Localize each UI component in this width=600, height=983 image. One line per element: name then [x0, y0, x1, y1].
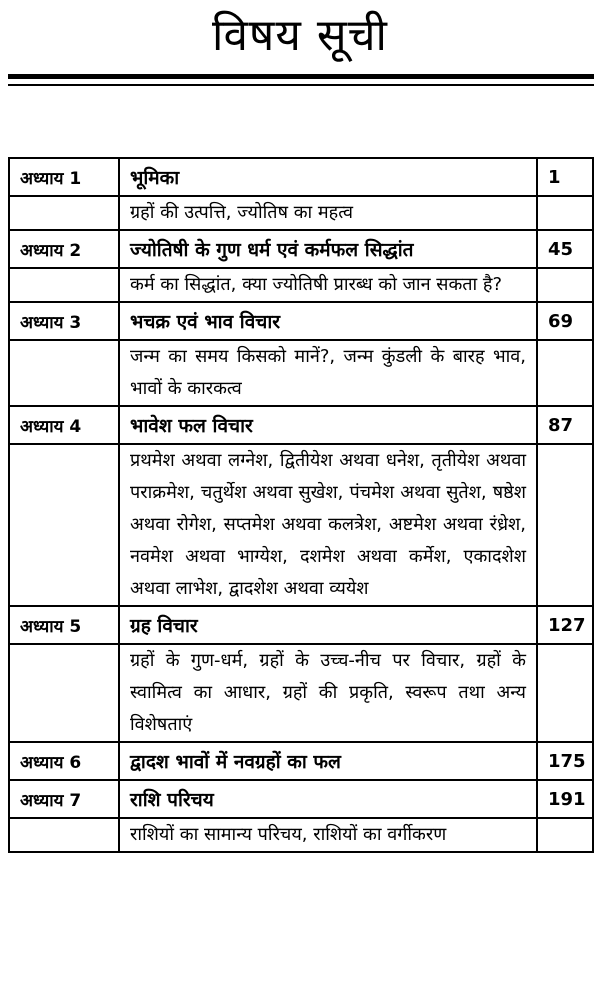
chapter-description: राशियों का सामान्य परिचय, राशियों का वर्गीकरण — [119, 818, 537, 852]
chapter-row — [9, 302, 593, 340]
chapter-title: द्वादश भावों में नवग्रहों का फल — [119, 742, 537, 780]
title-rule-thin — [8, 84, 594, 86]
chapter-title: भूमिका — [119, 158, 537, 196]
chapter-description: जन्म का समय किसको मानें?, जन्म कुंडली के बारह भाव, भावों के कारकत्व — [119, 340, 537, 406]
chapter-detail-row — [9, 818, 593, 852]
empty-cell — [537, 818, 593, 852]
chapter-title: ज्योतिषी के गुण धर्म एवं कर्मफल सिद्धांत — [119, 230, 537, 268]
empty-cell — [537, 196, 593, 230]
empty-cell — [537, 268, 593, 302]
chapter-detail-row — [9, 268, 593, 302]
empty-cell — [537, 340, 593, 406]
contents-table — [8, 157, 594, 853]
chapter-row — [9, 606, 593, 644]
chapter-description: ग्रहों की उत्पत्ति, ज्योतिष का महत्व — [119, 196, 537, 230]
empty-cell — [9, 196, 119, 230]
chapter-page: 45 — [537, 230, 593, 268]
chapter-detail-row — [9, 644, 593, 742]
chapter-page: 175 — [537, 742, 593, 780]
chapter-page: 87 — [537, 406, 593, 444]
chapter-label: अध्याय 3 — [9, 302, 119, 340]
chapter-page: 1 — [537, 158, 593, 196]
chapter-row — [9, 158, 593, 196]
empty-cell — [9, 644, 119, 742]
chapter-label: अध्याय 4 — [9, 406, 119, 444]
chapter-label: अध्याय 2 — [9, 230, 119, 268]
empty-cell — [9, 340, 119, 406]
chapter-title: भावेश फल विचार — [119, 406, 537, 444]
empty-cell — [9, 818, 119, 852]
chapter-page: 191 — [537, 780, 593, 818]
chapter-label: अध्याय 1 — [9, 158, 119, 196]
chapter-title: भचक्र एवं भाव विचार — [119, 302, 537, 340]
chapter-title: राशि परिचय — [119, 780, 537, 818]
empty-cell — [9, 444, 119, 606]
chapter-row — [9, 230, 593, 268]
title-rule-thick — [8, 74, 594, 79]
empty-cell — [537, 444, 593, 606]
chapter-title: ग्रह विचार — [119, 606, 537, 644]
chapter-detail-row — [9, 340, 593, 406]
chapter-page: 69 — [537, 302, 593, 340]
chapter-description: ग्रहों के गुण-धर्म, ग्रहों के उच्च-नीच पर विचार, ग्रहों के स्वामित्व का आधार, ग्रहों की प्रकृति, स्वरूप तथा अन्य विशेषताएं — [119, 644, 537, 742]
empty-cell — [9, 268, 119, 302]
chapter-row — [9, 742, 593, 780]
page-title: विषय सूची — [212, 10, 388, 61]
chapter-detail-row — [9, 196, 593, 230]
chapter-page: 127 — [537, 606, 593, 644]
chapter-detail-row — [9, 444, 593, 606]
chapter-row — [9, 780, 593, 818]
empty-cell — [537, 644, 593, 742]
chapter-label: अध्याय 6 — [9, 742, 119, 780]
chapter-label: अध्याय 5 — [9, 606, 119, 644]
chapter-row — [9, 406, 593, 444]
chapter-description: कर्म का सिद्धांत, क्या ज्योतिषी प्रारब्ध को जान सकता है? — [119, 268, 537, 302]
chapter-description: प्रथमेश अथवा लग्नेश, द्वितीयेश अथवा धनेश, तृतीयेश अथवा पराक्रमेश, चतुर्थेश अथवा सुखेश, पंचमेश अथवा सुतेश, षष्ठेश अथवा रोगेश, सप्तमेश अथवा कलत्रेश, अष्टमेश अथवा रंध्रेश, नवमेश अथवा भाग्येश, दशमेश अथवा कर्मेश, एकादशेश अथवा लाभेश, द्वादशेश अथवा व्ययेश — [119, 444, 537, 606]
chapter-label: अध्याय 7 — [9, 780, 119, 818]
